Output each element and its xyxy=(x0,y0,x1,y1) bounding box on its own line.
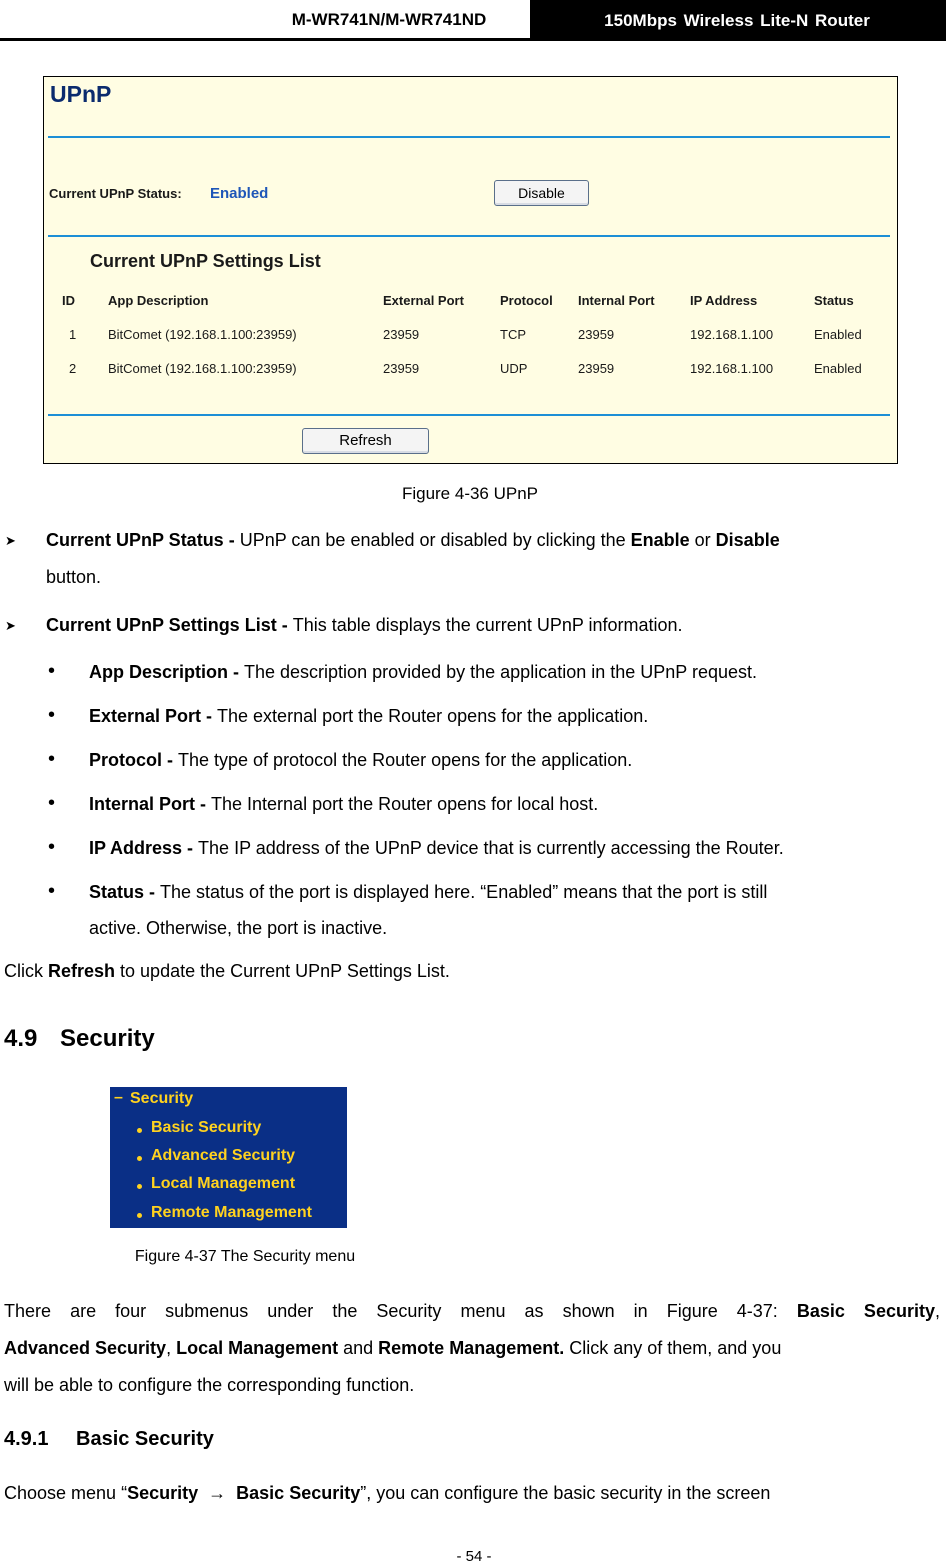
disable-button[interactable]: Disable xyxy=(494,180,589,206)
sub-bullet-ip-address: IP Address - The IP address of the UPnP device that is currently accessing the Router. xyxy=(89,838,784,858)
arrow-icon: → xyxy=(208,1483,227,1503)
menu-item-remote-management[interactable]: Remote Management xyxy=(151,1204,312,1221)
col-protocol: Protocol xyxy=(500,293,553,308)
upnp-settings-table xyxy=(44,293,899,395)
dot-bullet-icon: • xyxy=(48,836,56,858)
security-para-line3: will be able to configure the corresponding function. xyxy=(4,1375,415,1395)
divider xyxy=(48,235,890,237)
menu-item-advanced-security[interactable]: Advanced Security xyxy=(151,1147,296,1164)
cell-id: 1 xyxy=(69,327,77,342)
cell-external-port: 23959 xyxy=(383,327,420,342)
section-heading: 4.9 Security xyxy=(4,1025,155,1052)
col-status: Status xyxy=(814,293,854,308)
header-tick xyxy=(944,0,946,40)
cell-protocol: UDP xyxy=(500,361,528,376)
dot-bullet-icon: • xyxy=(48,704,56,726)
sub-bullet-status-cont: active. Otherwise, the port is inactive. xyxy=(89,918,388,938)
table-row xyxy=(44,327,899,361)
menu-bullet-icon xyxy=(137,1213,142,1218)
header-model: M-WR741N/M-WR741ND xyxy=(291,10,487,29)
col-external-port: External Port xyxy=(383,293,464,308)
security-para-line1: There are four submenus under the Security menu as shown in Figure 4-37: Basic Security, xyxy=(4,1301,940,1321)
cell-external-port: 23959 xyxy=(383,361,420,376)
arrow-bullet-icon: ➤ xyxy=(5,533,16,548)
cell-status: Enabled xyxy=(814,327,862,342)
bullet-status-cont: button. xyxy=(46,567,102,587)
cell-internal-port: 23959 xyxy=(578,327,615,342)
security-menu-collapse-icon: – xyxy=(114,1089,123,1106)
menu-bullet-icon xyxy=(137,1156,142,1161)
col-ip-address: IP Address xyxy=(690,293,758,308)
col-id: ID xyxy=(62,293,75,308)
settings-list-title: Current UPnP Settings List xyxy=(90,251,321,271)
choose-menu-para: Choose menu “Security → Basic Security”, you can configure the basic security in the screen xyxy=(4,1483,771,1503)
upnp-title: UPnP xyxy=(50,81,112,107)
cell-ip-address: 192.168.1.100 xyxy=(690,361,774,376)
refresh-button[interactable]: Refresh xyxy=(302,428,429,454)
cell-ip-address: 192.168.1.100 xyxy=(690,327,774,342)
cell-app-description: BitComet (192.168.1.100:23959) xyxy=(108,327,297,342)
security-menu xyxy=(110,1087,347,1228)
upnp-screenshot xyxy=(43,76,898,464)
table-header-row xyxy=(44,293,899,327)
upnp-status-value: Enabled xyxy=(210,185,269,202)
arrow-bullet-icon: ➤ xyxy=(5,618,16,633)
figure-caption: Figure 4-36 UPnP xyxy=(401,484,539,503)
cell-id: 2 xyxy=(69,361,77,376)
header-product: 150Mbps Wireless Lite-N Router xyxy=(530,0,944,38)
dot-bullet-icon: • xyxy=(48,792,56,814)
menu-bullet-icon xyxy=(137,1128,142,1133)
menu-item-local-management[interactable]: Local Management xyxy=(151,1175,296,1192)
sub-bullet-status: Status - The status of the port is displayed here. “Enabled” means that the port is still xyxy=(89,882,768,902)
security-menu-header[interactable]: Security xyxy=(130,1090,194,1107)
sub-bullet-app-description: App Description - The description provided by the application in the UPnP request. xyxy=(89,662,757,682)
menu-item-basic-security[interactable]: Basic Security xyxy=(151,1119,262,1136)
col-app-description: App Description xyxy=(108,293,209,308)
divider xyxy=(48,136,890,138)
upnp-status-label: Current UPnP Status: xyxy=(49,186,182,201)
sub-bullet-external-port: External Port - The external port the Router opens for the application. xyxy=(89,706,649,726)
menu-bullet-icon xyxy=(137,1184,142,1189)
table-row xyxy=(44,361,899,395)
cell-internal-port: 23959 xyxy=(578,361,615,376)
dot-bullet-icon: • xyxy=(48,660,56,682)
dot-bullet-icon: • xyxy=(48,880,56,902)
dot-bullet-icon: • xyxy=(48,748,56,770)
page-number: - 54 - xyxy=(456,1548,492,1565)
refresh-note: Click Refresh to update the Current UPnP Settings List. xyxy=(4,961,450,981)
header-rule xyxy=(0,38,946,41)
figure-caption: Figure 4-37 The Security menu xyxy=(134,1248,356,1265)
col-internal-port: Internal Port xyxy=(578,293,655,308)
sub-bullet-protocol: Protocol - The type of protocol the Router opens for the application. xyxy=(89,750,633,770)
cell-status: Enabled xyxy=(814,361,862,376)
security-para-line2: Advanced Security, Local Management and Remote Management. Click any of them, and you xyxy=(4,1338,782,1358)
cell-protocol: TCP xyxy=(500,327,526,342)
cell-app-description: BitComet (192.168.1.100:23959) xyxy=(108,361,297,376)
sub-bullet-internal-port: Internal Port - The Internal port the Router opens for local host. xyxy=(89,794,599,814)
bullet-status: Current UPnP Status - UPnP can be enabled or disabled by clicking the Enable or Disable xyxy=(46,530,780,550)
subsection-heading: 4.9.1 Basic Security xyxy=(4,1428,214,1450)
divider xyxy=(48,414,890,416)
bullet-settings-list: Current UPnP Settings List - This table displays the current UPnP information. xyxy=(46,615,683,635)
